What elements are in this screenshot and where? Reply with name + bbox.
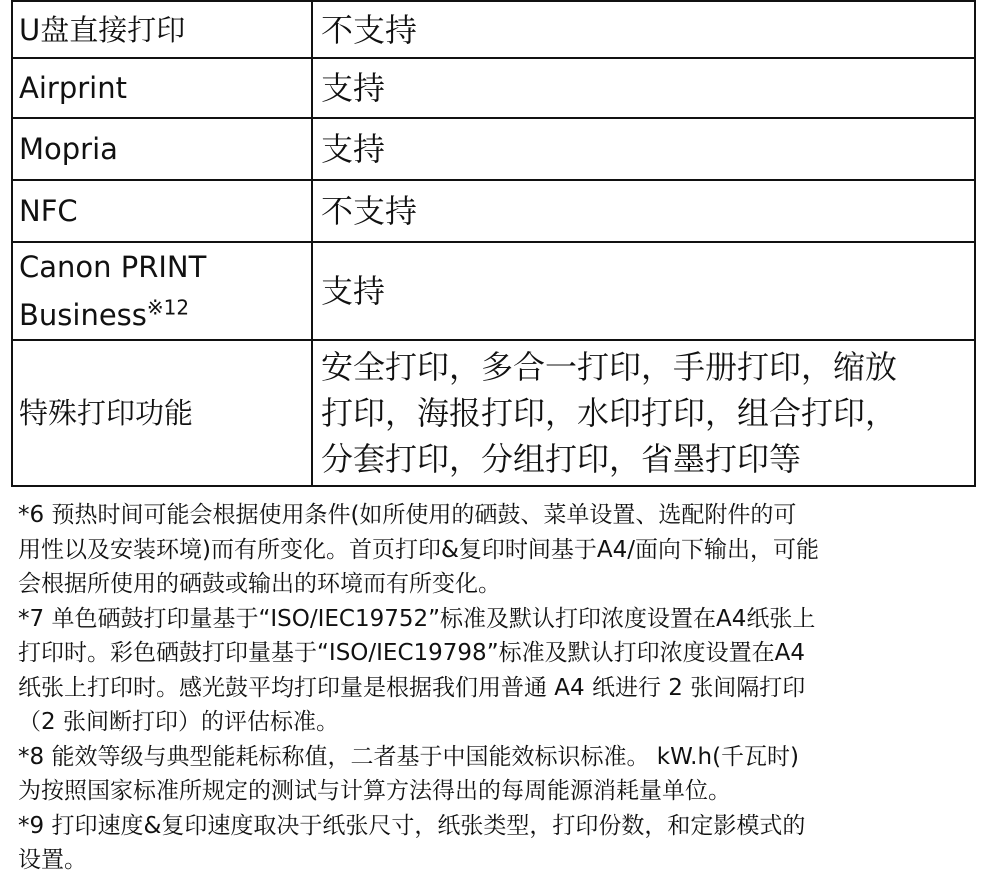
table-row — [12, 242, 975, 340]
footnote-line: *6 预热时间可能会根据使用条件(如所使用的硒鼓、菜单设置、选配附件的可 — [18, 502, 797, 528]
table-row — [12, 58, 975, 118]
table-row — [12, 180, 975, 242]
row-value-special-functions — [312, 340, 975, 486]
row-value-usb-print: 不支持 — [312, 1, 975, 58]
footnote-6 — [18, 498, 978, 602]
table-row — [12, 1, 975, 58]
row-value-mopria: 支持 — [312, 118, 975, 180]
value-line: 安全打印，多合一打印，手册打印，缩放 — [321, 348, 898, 386]
row-value-canon-print-business: 支持 — [312, 242, 975, 340]
row-value-airprint: 支持 — [312, 58, 975, 118]
row-label-airprint: Airprint — [12, 58, 312, 118]
value-line: 打印，海报打印，水印打印，组合打印， — [321, 394, 898, 432]
footnote-7 — [18, 602, 978, 740]
row-label-canon-print-business — [12, 242, 312, 340]
footnote-line: 打印时。彩色硒鼓打印量基于“ISO/IEC19798”标准及默认打印浓度设置在A4 — [18, 640, 805, 666]
row-label-usb-print: U盘直接打印 — [12, 1, 312, 58]
spec-table — [11, 0, 976, 487]
footnote-8 — [18, 740, 978, 809]
label-line-2 — [19, 291, 305, 339]
footnote-line: 为按照国家标准所规定的测试与计算方法得出的每周能源消耗量单位。 — [18, 778, 731, 804]
footnote-line: 会根据所使用的硒鼓或输出的环境而有所变化。 — [18, 571, 501, 597]
value-line: 分套打印，分组打印，省墨打印等 — [321, 440, 802, 478]
footnote-line: （2 张间断打印）的评估标准。 — [18, 709, 339, 735]
row-label-mopria: Mopria — [12, 118, 312, 180]
footnote-line: *7 单色硒鼓打印量基于“ISO/IEC19752”标准及默认打印浓度设置在A4纸张上 — [18, 605, 816, 632]
footnote-line: 设置。 — [18, 847, 87, 873]
footnote-line: 用性以及安装环境)而有所变化。首页打印&复印时间基于A4/面向下输出，可能 — [18, 536, 820, 563]
table-row — [12, 340, 975, 486]
row-label-nfc: NFC — [12, 180, 312, 242]
label-line-1: Canon PRINT — [19, 250, 207, 284]
row-label-special-functions: 特殊打印功能 — [12, 340, 312, 486]
table-row — [12, 118, 975, 180]
footnote-9 — [18, 809, 978, 878]
label-line-2-text: Business — [19, 298, 147, 332]
footnote-line: *8 能效等级与典型能耗标称值，二者基于中国能效标识标准。 kW.h(千瓦时) — [18, 743, 800, 770]
row-value-nfc: 不支持 — [312, 180, 975, 242]
footnotes — [18, 498, 978, 878]
footnote-marker: ※12 — [146, 295, 190, 320]
footnote-line: 纸张上打印时。感光鼓平均打印量是根据我们用普通 A4 纸进行 2 张间隔打印 — [18, 674, 806, 701]
footnote-line: *9 打印速度&复印速度取决于纸张尺寸，纸张类型，打印份数，和定影模式的 — [18, 812, 806, 839]
